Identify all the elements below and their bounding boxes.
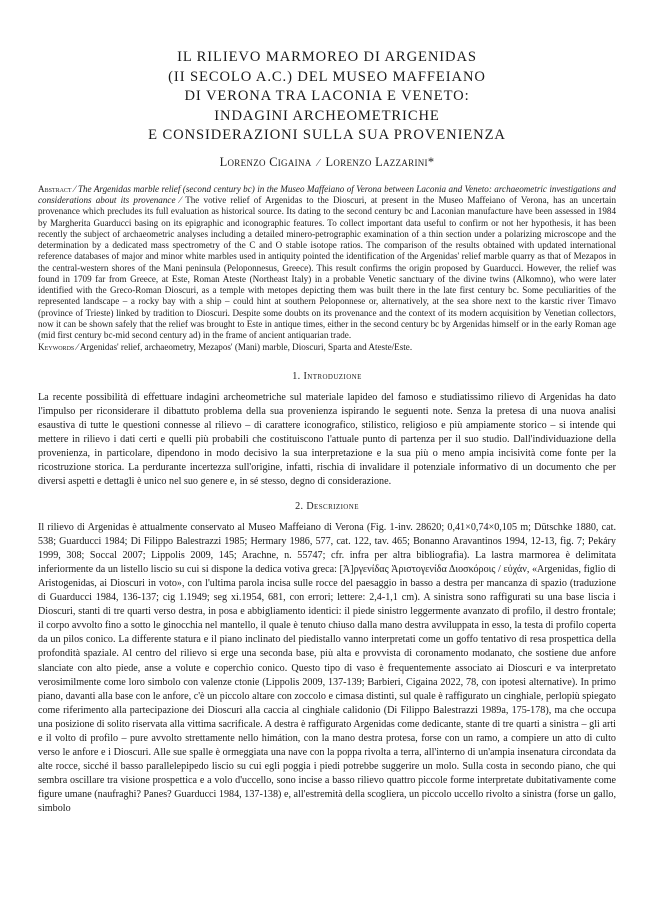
abstract-english-title: The Argenidas marble relief (second century bc) in the Museo Maffeiano of Verona between Laconia and Veneto: archaeometric investigations and considerations about its provenance (38, 183, 616, 206)
abstract-text: The votive relief of Argenidas to the Dioscuri, at present in the Museo Maffeiano of Verona, has an uncertain provenance which precludes its full evaluation as historical source. Its dating to the second century bc and Laconian manufacture have been assessed in 1984 by Margherita Guarducci basing on its epigraphic and iconographic features. To collect important data useful to confirm or not her hypothesis, it has been recently the subject of archaeometric analyses including a detailed minero-petrographic examination of a thin section under a polarizing microscope and the determination by a dedicated mass spectrometry of the C and O stable isotope ratios. The comparison of the results obtained with updated international reference databases of major and minor white marbles used in antiquity pointed the identification of the Argenidas' relief marble quarry as that of Mezapos in the central-western shores of the Mani peninsula (Peloponnesus, Greece). This result confirms the origin proposed by Guarducci. However, the relief was found in 1709 far from Greece, at Este, Roman Ateste (Northeast Italy) in a probable Venetic sanctuary of the divine twins (Alkomno), who were later identified with the Greco-Roman Dioscuri, as a temple with metopes depicting them was built there in the late first century bc. Some peculiarities of the represented landscape – a rocky bay with a ship – could hint at southern Peloponnese or, alternatively, at the sea shore next to the karstic river Timavo (province of Trieste) linked by tradition to Dioscuri. Despite some doubts on its provenance and the context of its modern acquisition by Venetian collectors, now it can be shown safely that the relief was brought to Este in antique times, either in the second century bc by Argenidas himself or in the early Roman age (mid first century bc-mid second century ad) in the frame of ancient antiquarian trade. (38, 195, 616, 341)
title-line: DI VERONA TRA LACONIA E VENETO: (184, 88, 470, 105)
author-name: Lorenzo Lazzarini (325, 154, 428, 169)
abstract-separator: ⁄ (71, 183, 78, 194)
keywords-label: Keywords (38, 342, 75, 353)
article-title (38, 48, 616, 146)
section-heading: 2. Descrizione (295, 501, 359, 513)
abstract-separator: ⁄ (175, 195, 186, 206)
abstract-label: Abstract (38, 183, 72, 194)
title-line: E CONSIDERAZIONI SULLA SUA PROVENIENZA (148, 127, 506, 144)
keywords (38, 342, 616, 353)
section-paragraph: La recente possibilità di effettuare indagini archeometriche sul materiale lapideo del famoso e studiatissimo rilievo di Argenidas ha dato l'impulso per riconsiderare il dibattuto problema della sua provenienza ispirando le seguenti note. Senza la pretesa di una nuova analisi esaustiva di tutte le questioni connesse al rilievo – di carattere iconografico, stilistico, religioso e più ampiamente storico – si intende qui mettere in rilievo i dati certi e quelli più probabili che costituiscono l'attuale punto di partenza per il suo studio. Dall'individuazione della provenienza, in particolare, dipendono in modo decisivo la sua interpretazione e la sua più o meno ampia incisività come fonte per la ricostruzione storica. La perdurante incertezza sull'origine, infatti, rischia di invalidare il potenziale informativo di un documento che per diversi aspetti e dettagli è unico nel suo genere e, in sé stesso, degno di considerazione. (38, 391, 616, 487)
keywords-separator: ⁄ (74, 342, 80, 353)
author-separator: ⁄ (317, 157, 320, 169)
author-line (38, 155, 616, 170)
section-heading: 1. Introduzione (292, 370, 362, 382)
author-name: Lorenzo Cigaina (219, 154, 312, 169)
abstract (38, 184, 616, 342)
title-line: (II SECOLO A.C.) DEL MUSEO MAFFEIANO (168, 68, 486, 85)
title-line: IL RILIEVO MARMOREO DI ARGENIDAS (177, 49, 477, 65)
footnote-mark: * (427, 154, 435, 169)
section-paragraph: Il rilievo di Argenidas è attualmente conservato al Museo Maffeiano di Verona (Fig. 1-inv. 28620; 0,41×0,74×0,105 m; Dütschke 1880, cat. 538; Guarducci 1984; Di Filippo Balestrazzi 1985; Hermary 1986, 577, cat. 122, tav. 465; Bonanno Aravantinos 1994, 12-13, fig. 7; Pekáry 1999, 308; Soccal 2007; Lippolis 2009, 145; Arachne, n. 55747; cfr. infra per altra bibliografia). La lastra marmorea è delimitata inferiormente da un listello liscio su cui si dispone la dedica votiva greca: [Ἀ]ργενίδας Ἀριστογενίδα Διοσκόροις / εὐχάν, «Argenidas, figlio di Aristogenidas, ai Dioscuri in voto», con l'ultima parola incisa sulle rocce del paesaggio in basso a destra per mancanza di spazio (traduzione di Guarducci 1984, 136-137; cig 1.1949; seg xi.1954, 681, con errori; lettere: 2,4-1,1 cm). A sinistra sono raffigurati su una base liscia i Dioscuri, stanti di tre quarti verso destra, in posa e abbigliamento identici: il piede sinistro leggermente avanzato di profilo, il destro frontale; il corpo avvolto fino a sotto le ginocchia nel mantello, il quale è tenuto chiuso dalla mano destra avviluppata in esso, la testa di profilo coperta da un pilos conico. La differente statura e il piano inclinato del piedistallo vanno interpretati come un goffo tentativo di resa prospettica della profondità spaziale. Al centro del rilievo si erge una seconda base, più alta e provvista di coronamento modanato, che sostiene due anfore slanciate con alto piede, anse a volute e coperchio conico. Questo tipo di vaso è frequentemente associato ai Dioscuri e va interpretato verosimilmente come loro simbolo con valenze ctonie (Lippolis 2009, 137-139; Barbieri, Cigaina 2022, 78, con ipotesi alternative). In primo piano, davanti alla base con le anfore, c'è un piccolo altare con zoccolo e cimasa distinti, sul quale è raffigurato un cinghiale, perlopiù spiegato come riferimento alla partecipazione dei Dioscuri alla caccia al cinghiale calidonio (Di Filippo Balestrazzi 1989a, 175-178), ma che occupa una posizione di solito riservata alla vittima sacrificale. A destra è raffigurato Argenidas come dedicante, stante di tre quarti a sinistra – gli arti e il volto di profilo – pure avvolto strettamente nello himátion, con la mano destra protesa, forse con un ramo, a compiere un atto di culto verso le anfore e i Dioscuri. Alle sue spalle è ormeggiata una nave con la poppa rivolta a terra, all'interno di un'ampia insenatura circondata da alte rocce, sicché il basso parallelepipedo liscio su cui egli poggia i piedi potrebbe suggerire un molo. Sulla costa in secondo piano, che qui sembra oscillare tra visione prospettica e a volo d'uccello, sono incise a basso rilievo quattro piccole forme interpretate dubitativamente come figure umane (naufraghi? Panes? Guarducci 1984, 137-138) e, all'estremità della scogliera, un piccolo uccello rivolto a sinistra (forse un gallo, simbolo (38, 522, 616, 814)
article-page (38, 48, 616, 816)
title-line: INDAGINI ARCHEOMETRICHE (214, 107, 440, 124)
keywords-text: Argenidas' relief, archaeometry, Mezapos' (Mani) marble, Dioscuri, Sparta and Ateste/Este. (79, 342, 413, 353)
